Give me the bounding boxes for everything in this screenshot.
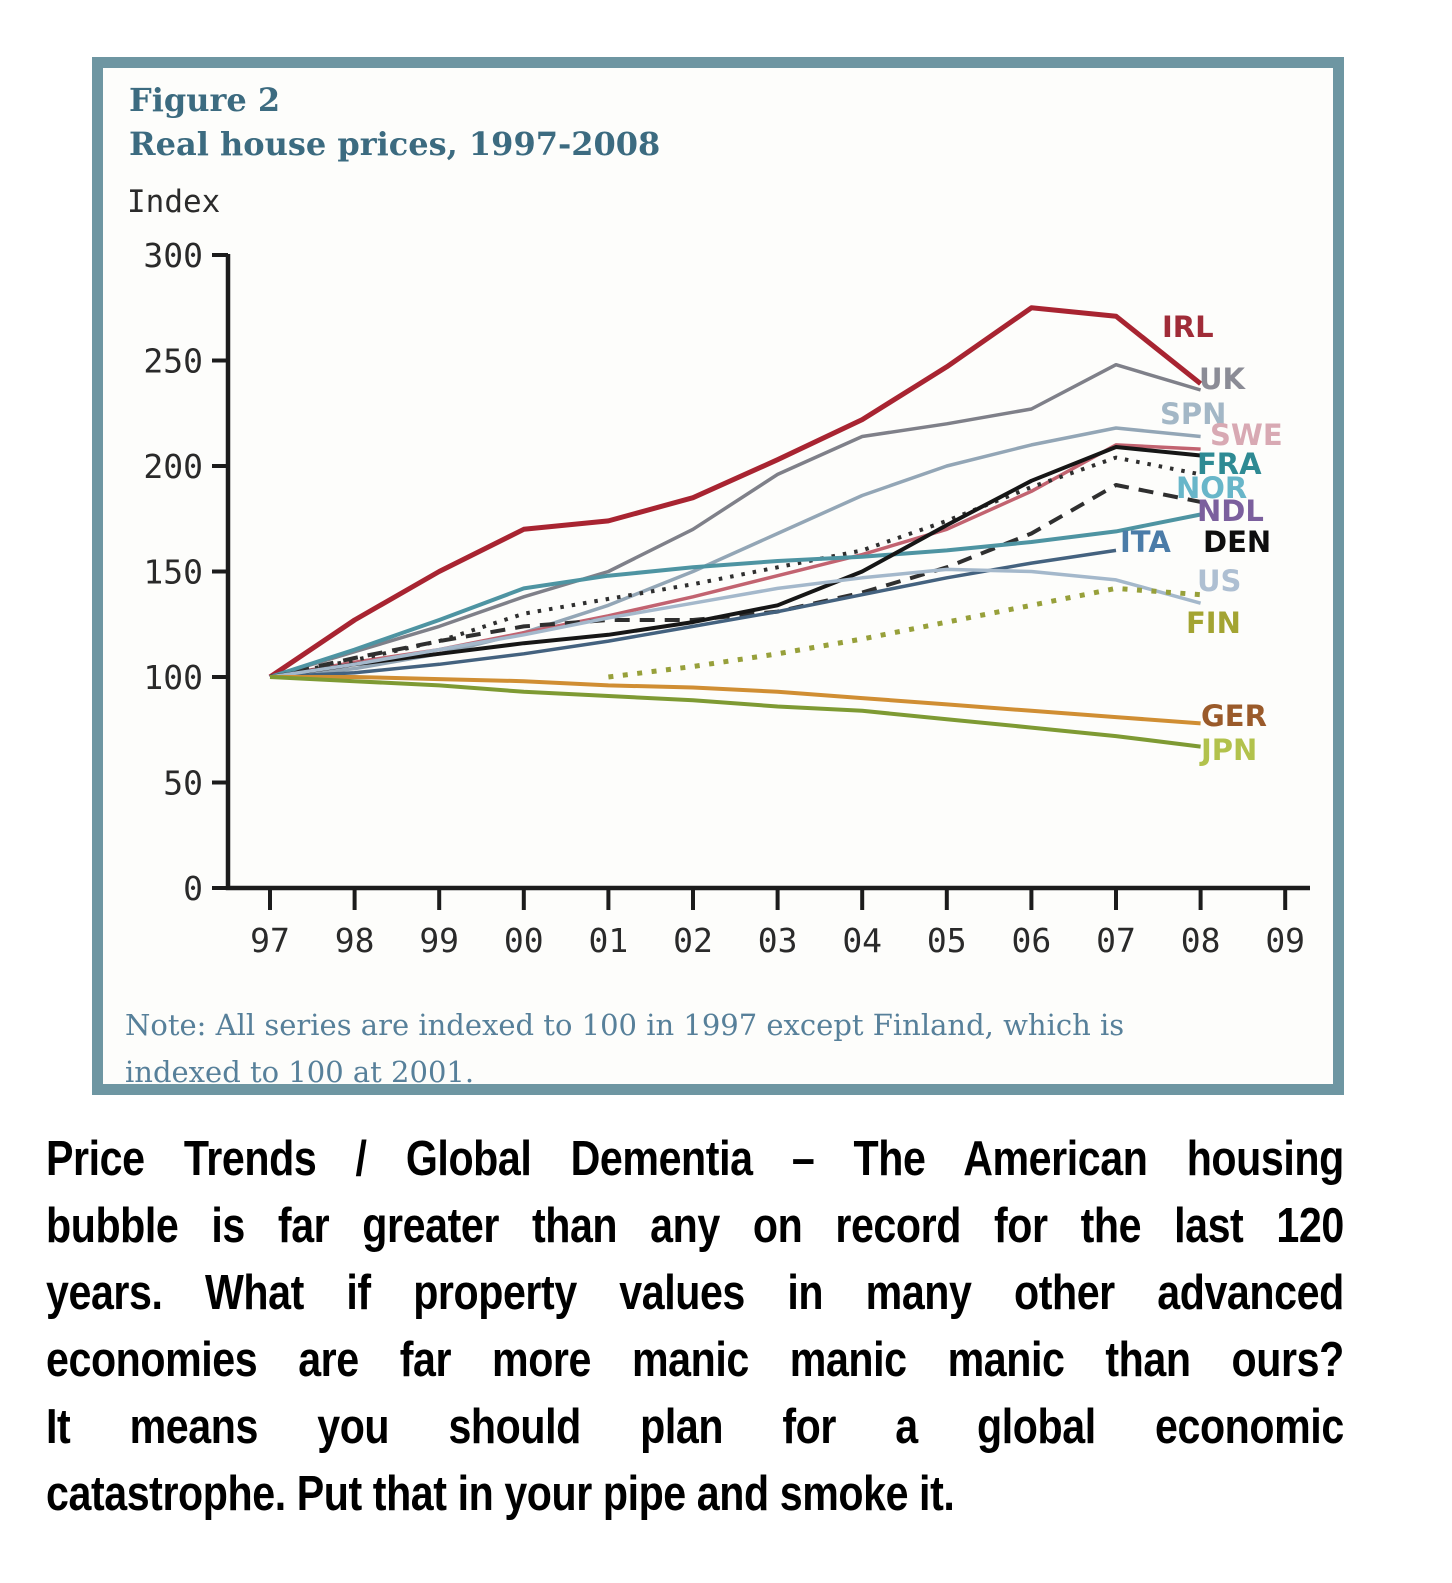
x-tick-label: 02 <box>673 921 713 960</box>
y-tick-label: 200 <box>143 447 203 486</box>
caption-line-2: bubble is far greater than any on record for the last 120 <box>46 1199 1344 1253</box>
axes <box>228 254 1310 888</box>
series-label-FRA: FRA <box>1197 447 1262 481</box>
figure-note <box>125 1002 1124 1096</box>
figure-frame <box>92 57 1344 1095</box>
x-tick-label: 97 <box>250 921 290 960</box>
x-tick-label: 01 <box>588 921 629 960</box>
x-tick-label: 03 <box>757 921 798 960</box>
series-label-DEN: DEN <box>1203 525 1272 559</box>
x-tick-label: 08 <box>1180 921 1221 960</box>
x-tick-label: 07 <box>1096 921 1136 960</box>
caption-paragraph <box>46 1126 1344 1528</box>
series-label-FIN: FIN <box>1186 606 1241 640</box>
series-label-SWE: SWE <box>1210 418 1283 452</box>
series-label-UK: UK <box>1199 362 1246 396</box>
x-tick-label: 05 <box>926 921 967 960</box>
series-label-US: US <box>1197 564 1242 598</box>
series-FRA <box>270 458 1201 677</box>
caption-line-3: years. What if property values in many other advanced <box>46 1266 1344 1320</box>
y-tick-label: 150 <box>143 552 203 592</box>
x-tick-label: 99 <box>419 921 460 960</box>
series-label-NOR: NOR <box>1176 471 1248 505</box>
x-tick-label: 04 <box>842 921 883 960</box>
caption-line-5: It means you should plan for a global economic <box>46 1400 1344 1454</box>
y-axis-unit-label: Index <box>127 184 221 220</box>
note-line-1: Note: All series are indexed to 100 in 1997 except Finland, which is <box>125 1008 1125 1042</box>
series-IRL <box>270 308 1201 677</box>
caption-line-4: economies are far more manic manic manic than ours? <box>46 1333 1344 1387</box>
house-price-line-chart <box>103 68 1333 1084</box>
x-tick-label: 06 <box>1011 921 1052 960</box>
series-label-IRL: IRL <box>1162 310 1214 344</box>
y-tick-label: 0 <box>183 869 203 908</box>
x-tick-label: 09 <box>1265 921 1306 960</box>
caption-line-1: Price Trends / Global Dementia – The American housing <box>46 1132 1344 1186</box>
series-label-ITA: ITA <box>1120 525 1171 559</box>
note-line-2: indexed to 100 at 2001. <box>125 1055 475 1089</box>
series-label-SPN: SPN <box>1160 397 1227 431</box>
x-tick-label: 00 <box>503 921 544 960</box>
series-label-JPN: JPN <box>1201 733 1258 767</box>
series-NOR <box>270 485 1201 677</box>
figure-number: Figure 2 <box>129 81 281 119</box>
series-DEN <box>270 447 1201 677</box>
y-tick-label: 300 <box>143 236 203 275</box>
figure-title: Real house prices, 1997-2008 <box>129 125 661 163</box>
x-tick-label: 98 <box>334 921 375 960</box>
series-label-NDL: NDL <box>1197 494 1264 528</box>
y-tick-label: 50 <box>163 763 203 803</box>
series-SPN <box>270 428 1201 677</box>
caption-line-6: catastrophe. Put that in your pipe and smoke it. <box>46 1467 955 1521</box>
series-label-GER: GER <box>1201 699 1267 733</box>
figure-content <box>103 68 1333 1089</box>
y-tick-label: 100 <box>143 658 203 697</box>
y-tick-label: 250 <box>143 341 203 381</box>
